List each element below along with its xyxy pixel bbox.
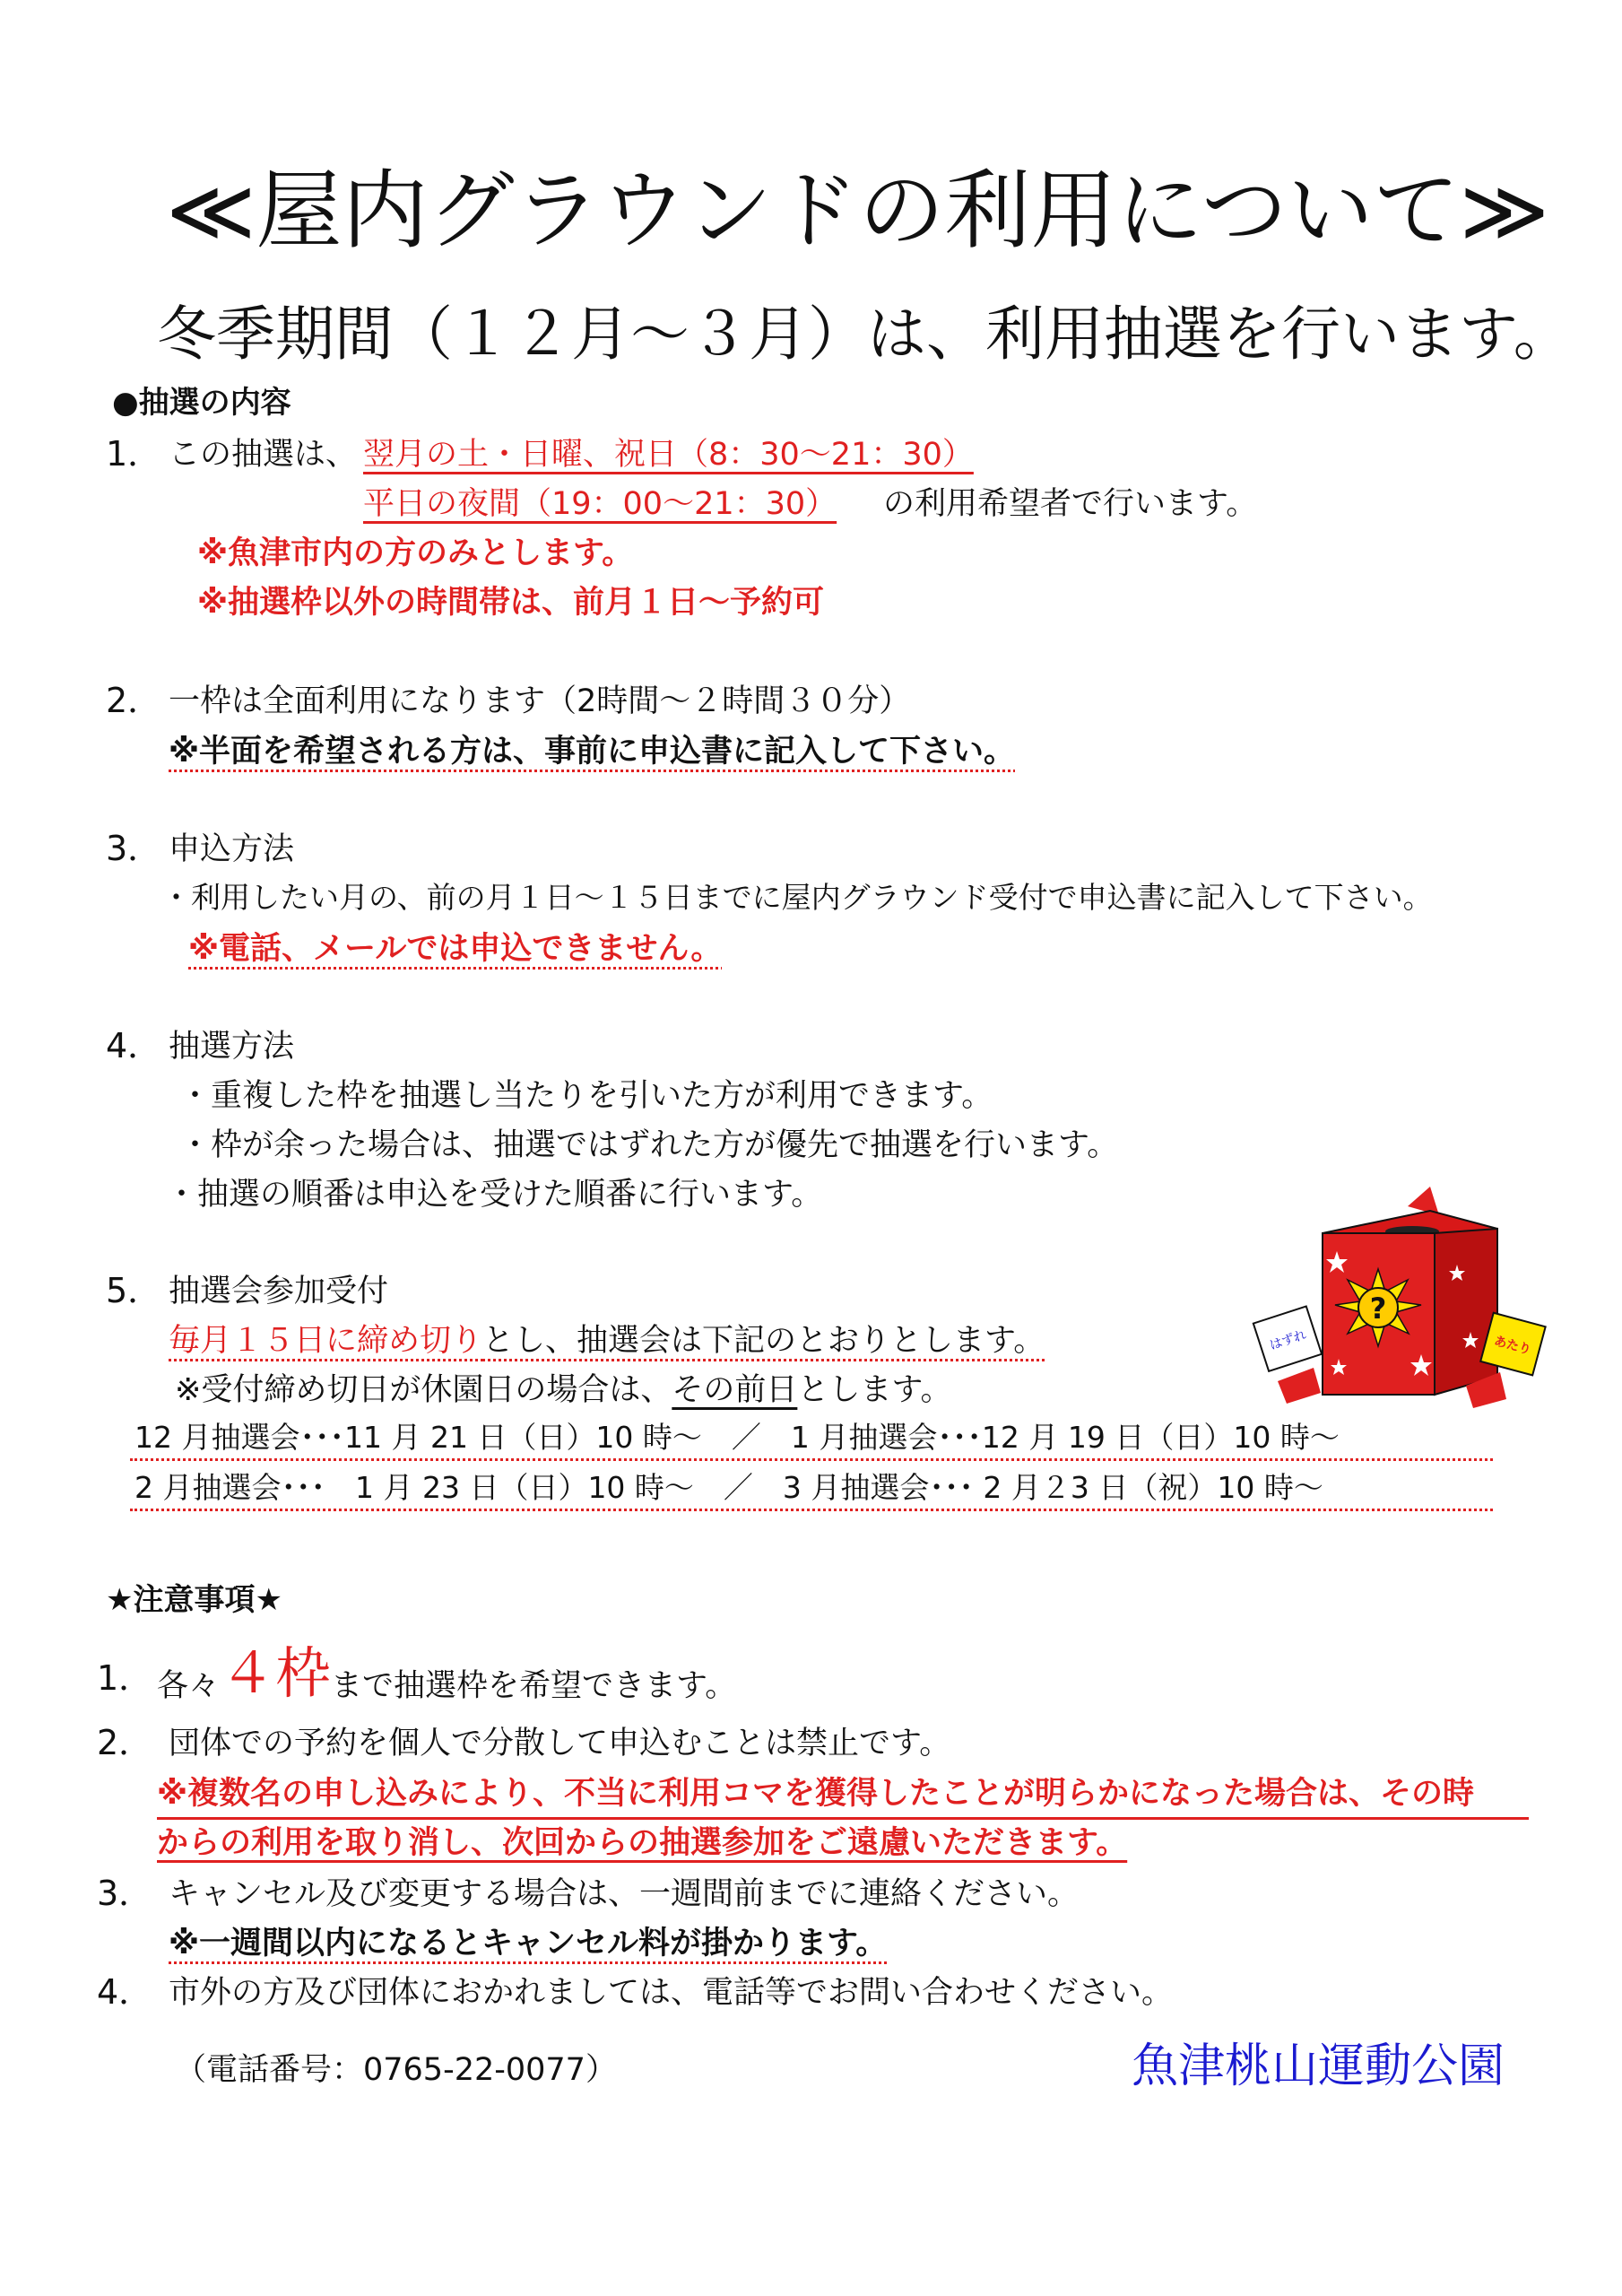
item5-deadline-tail: とし、抽選会は下記のとおりとします。 — [482, 1323, 1045, 1359]
item4-bullet: ・枠が余った場合は、抽選ではずれた方が優先で抽選を行います。 — [179, 1127, 1119, 1163]
schedule-row-2: 2 月抽選会･･･ 1 月 23 日（日）10 時～ ／ 3 月抽選会･･･ 2 月２3 日（祝）10 時～ — [134, 1470, 1323, 1505]
notes-item3-number: 3． — [97, 1874, 153, 1913]
item5-holiday-day-before: その前日 — [672, 1372, 798, 1408]
item3-note-no-phone: ※電話、メールでは申込できません。 — [188, 931, 723, 967]
schedule-row-1-underline — [130, 1458, 1493, 1461]
hand-left — [1278, 1368, 1321, 1404]
notes-item2-number: 2． — [97, 1723, 153, 1762]
item4-bullet: ・重複した枠を抽選し当たりを引いた方が利用できます。 — [179, 1078, 993, 1114]
item3-text: ・利用したい月の、前の月１日～１５日までに屋内グラウンド受付で申込書に記入して下さい。 — [161, 880, 1433, 915]
section-heading-notes: ★注意事項★ — [106, 1582, 282, 1618]
item2-text: 一枠は全面利用になります（2時間～２時間３０分） — [169, 683, 911, 719]
item5-heading: 抽選会参加受付 — [169, 1274, 389, 1309]
item1-tail: の利用希望者で行います。 — [883, 486, 1258, 522]
footer-phone: （電話番号：0765-22-0077） — [175, 2052, 617, 2088]
item5-holiday-tail: とします。 — [797, 1372, 952, 1408]
ticket-hazure — [1253, 1306, 1322, 1370]
notes-item1-number: 1． — [97, 1658, 153, 1698]
notes-item3-text: キャンセル及び変更する場合は、一週間前までに連絡ください。 — [169, 1876, 1080, 1912]
notes-item1-emph: ４枠 — [220, 1640, 332, 1706]
notes-item1-tail: まで抽選枠を希望できます。 — [331, 1668, 737, 1704]
item4-heading: 抽選方法 — [169, 1029, 295, 1065]
item2-number: 2． — [106, 681, 162, 720]
notes-item2-note-line2: からの利用を取り消し、次回からの抽選参加をご遠慮いただきます。 — [157, 1825, 1128, 1861]
svg-text:あたり: あたり — [1492, 1334, 1533, 1358]
section-heading-lottery: ●抽選の内容 — [112, 385, 291, 421]
item4-bullet: ・抽選の順番は申込を受けた順番に行います。 — [166, 1177, 823, 1213]
question-mark: ? — [1369, 1292, 1387, 1326]
notes-item2-note-line1-underline — [157, 1817, 1529, 1820]
box-side — [1435, 1229, 1497, 1395]
svg-text:はずれ: はずれ — [1268, 1327, 1309, 1353]
item3-number: 3． — [106, 829, 162, 868]
lottery-box-illustration — [1251, 1179, 1547, 1422]
item5-deadline-emph: 毎月１５日に締め切り — [169, 1323, 483, 1359]
item5-number: 5． — [106, 1271, 162, 1310]
item1-lead: この抽選は、 — [169, 437, 358, 473]
item1-note-reservation: ※抽選枠以外の時間帯は、前月１日～予約可 — [197, 585, 825, 621]
item1-number: 1． — [106, 434, 162, 474]
item5-deadline-line — [169, 1323, 1045, 1359]
notes-item4-number: 4． — [97, 1972, 153, 2012]
item1-period-weekend: 翌月の土・日曜、祝日（8：30～21：30） — [363, 437, 974, 473]
notes-item1-line — [157, 1641, 736, 1705]
item2-note-half: ※半面を希望される方は、事前に申込書に記入して下さい。 — [169, 734, 1016, 770]
notes-item2-note-line1: ※複数名の申し込みにより、不当に利用コマを獲得したことが明らかになった場合は、その時 — [157, 1776, 1475, 1812]
schedule-row-1: 12 月抽選会･･･11 月 21 日（日）10 時～ ／ 1 月抽選会･･･12 月 19 日（日）10 時～ — [134, 1420, 1340, 1455]
item3-heading: 申込方法 — [169, 831, 295, 867]
notes-item3-note: ※一週間以内になるとキャンセル料が掛かります。 — [169, 1926, 888, 1961]
item4-number: 4． — [106, 1026, 162, 1065]
notes-item4-text: 市外の方及び団体におかれましては、電話等でお問い合わせください。 — [169, 1975, 1174, 2011]
footer-organization: 魚津桃山運動公園 — [1132, 2039, 1505, 2093]
item5-holiday-line — [175, 1372, 952, 1408]
page-subtitle: 冬季期間（１２月～３月）は、利用抽選を行います。 — [157, 300, 1573, 369]
page-title: ≪屋内グラウンドの利用について≫ — [166, 161, 1550, 261]
notes-item1-lead: 各々 — [157, 1668, 221, 1704]
item1-note-residents: ※魚津市内の方のみとします。 — [197, 535, 634, 571]
item5-holiday-lead: ※受付締め切日が休園日の場合は、 — [175, 1372, 672, 1408]
notes-item2-text: 団体での予約を個人で分散して申込むことは禁止です。 — [169, 1726, 951, 1761]
schedule-row-2-underline — [130, 1509, 1493, 1511]
flag-icon — [1408, 1187, 1439, 1215]
item1-period-weekday: 平日の夜間（19：00～21：30） — [363, 486, 837, 522]
